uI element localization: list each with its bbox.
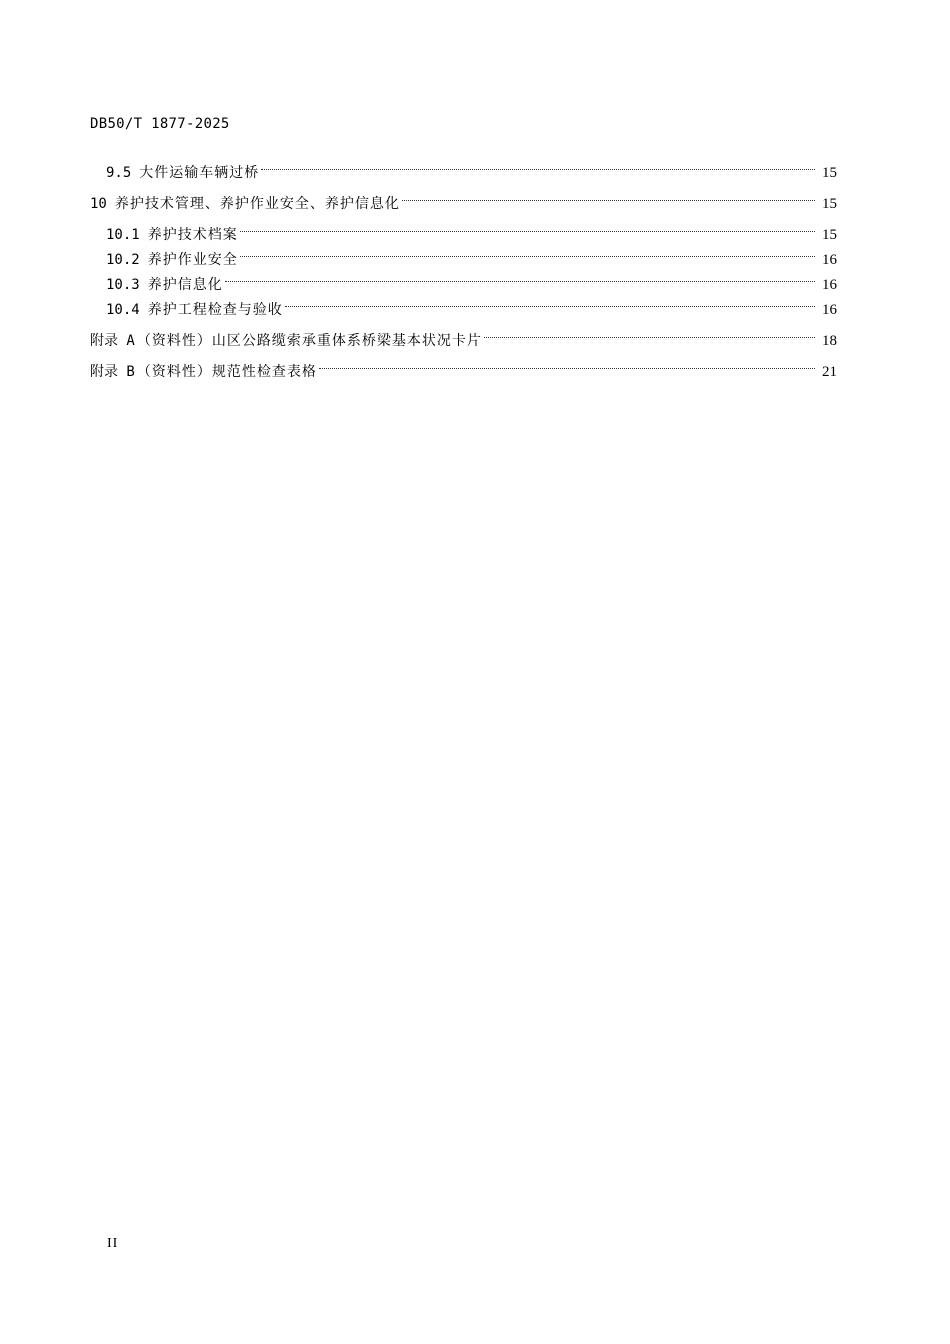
- toc-dot-leader: [240, 242, 815, 264]
- toc-entry-title: 养护信息化: [147, 277, 223, 293]
- toc-entry-appendix-a[interactable]: [90, 323, 837, 349]
- toc-entry-number: 10.2: [106, 252, 140, 268]
- toc-entry-title: 养护工程检查与验收: [147, 302, 283, 318]
- toc-entry-title: 养护作业安全: [147, 252, 238, 268]
- toc-entry-title: 大件运输车辆过桥: [139, 165, 260, 181]
- document-code: DB50/T 1877-2025: [90, 116, 230, 132]
- toc-entry-9-5[interactable]: [90, 155, 837, 181]
- toc-dot-leader: [402, 186, 815, 208]
- toc-entry-page: 15: [822, 196, 837, 212]
- toc-dot-leader: [240, 217, 815, 239]
- toc-entry-number: 10: [90, 196, 107, 212]
- toc-dot-leader: [225, 267, 815, 289]
- toc-entry-page: 18: [822, 333, 837, 349]
- toc-entry-number: 附录 B: [90, 364, 135, 380]
- toc-entry-page: 15: [822, 227, 837, 243]
- toc-entry-title: 养护技术档案: [147, 227, 238, 243]
- toc-entry-10-3[interactable]: [90, 267, 837, 293]
- toc-entry-number: 附录 A: [90, 333, 135, 349]
- toc-entry-number: 10.4: [106, 302, 140, 318]
- toc-entry-title: （资料性）山区公路缆索承重体系桥梁基本状况卡片: [136, 333, 482, 349]
- toc-entry-page: 21: [822, 364, 837, 380]
- toc-dot-leader: [319, 354, 815, 376]
- toc-dot-leader: [261, 155, 815, 177]
- toc-entry-10-2[interactable]: [90, 242, 837, 268]
- toc-entry-10-4[interactable]: [90, 292, 837, 318]
- toc-entry-10-1[interactable]: [90, 217, 837, 243]
- toc-entry-page: 16: [822, 252, 837, 268]
- toc-entry-page: 15: [822, 165, 837, 181]
- page-number: II: [107, 1236, 119, 1251]
- toc-entry-page: 16: [822, 302, 837, 318]
- toc-dot-leader: [484, 323, 815, 345]
- toc-entry-page: 16: [822, 277, 837, 293]
- toc-entry-number: 10.3: [106, 277, 140, 293]
- toc-entry-number: 10.1: [106, 227, 140, 243]
- toc-entry-title: 养护技术管理、养护作业安全、养护信息化: [114, 196, 400, 212]
- toc-dot-leader: [285, 292, 815, 314]
- toc-entry-title: （资料性）规范性检查表格: [136, 364, 317, 380]
- toc-entry-number: 9.5: [106, 165, 132, 181]
- toc-entry-10[interactable]: [90, 186, 837, 212]
- toc-entry-appendix-b[interactable]: [90, 354, 837, 380]
